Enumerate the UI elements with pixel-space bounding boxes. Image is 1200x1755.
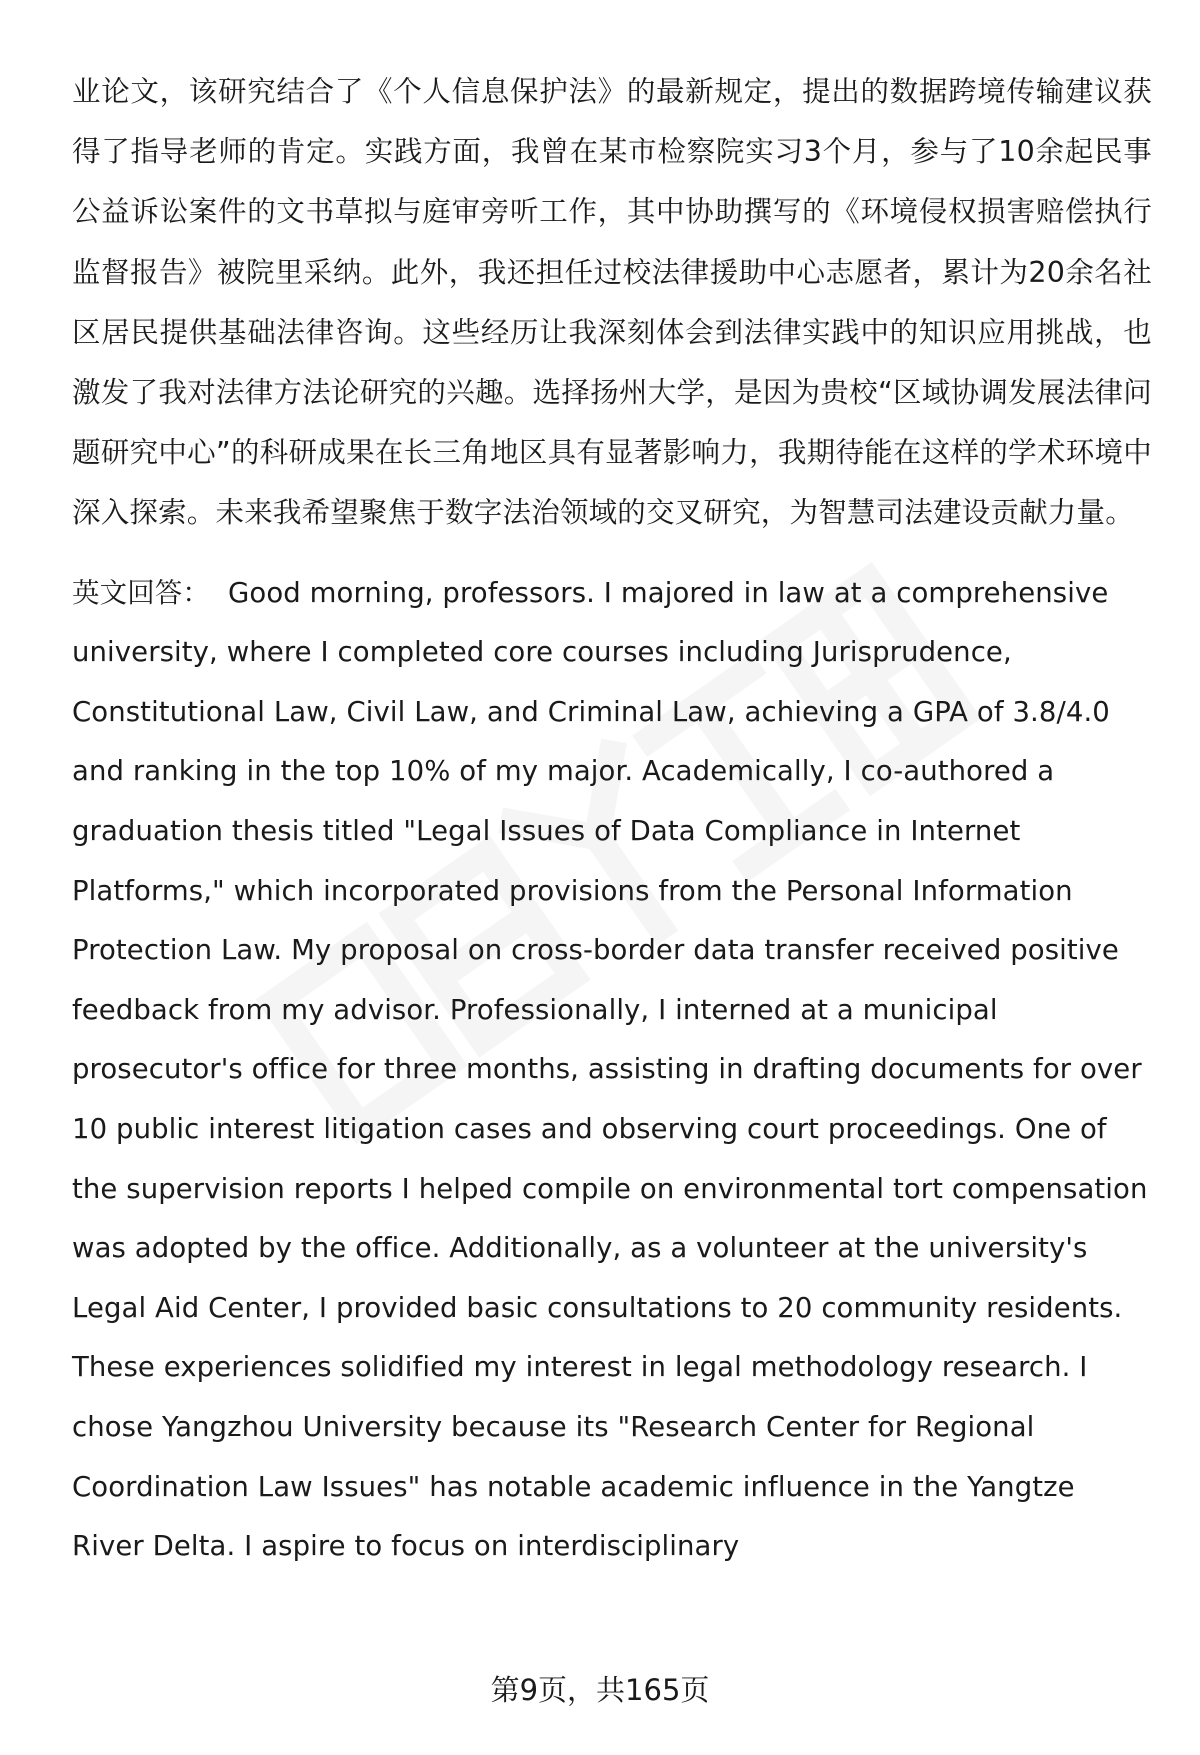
chinese-answer-paragraph: 业论文，该研究结合了《个人信息保护法》的最新规定，提出的数据跨境传输建议获得了指导老师的肯定。实践方面，我曾在某市检察院实习3个月，参与了10余起民事公益诉讼案件的文书草拟与庭审旁听工作，其中协助撰写的《环境侵权损害赔偿执行监督报告》被院里采纳。此外，我还担任过校法律援助中心志愿者，累计为20余名社区居民提供基础法律咨询。这些经历让我深刻体会到法律实践中的知识应用挑战，也激发了我对法律方法论研究的兴趣。选择扬州大学，是因为贵校“区域协调发展法律问题研究中心”的科研成果在长三角地区具有显著影响力，我期待能在这样的学术环境中深入探索。未来我希望聚焦于数字法治领域的交叉研究，为智慧司法建设贡献力量。 [72,75,1152,530]
english-answer-label: 英文回答： [72,576,210,609]
english-answer-paragraph [72,564,1152,1577]
english-answer-text: Good morning, professors. I majored in law at a comprehensive university, where I completed core courses including Jurisprudence, Constitutional Law, Civil Law, and Criminal Law, achieving a GPA of 3.8/4.0 and ranking in the top 10% of my major. Academically, I co-authored a graduation thesis titled "Legal Issues of Data Compliance in Internet Platforms," which incorporated provisions from the Personal Information Protection Law. My proposal on cross-border data transfer received positive feedback from my advisor. Professionally, I interned at a municipal prosecutor's office for three months, assisting in drafting documents for over 10 public interest litigation cases and observing court proceedings. One of the supervision reports I helped compile on environmental tort compensation was adopted by the office. Additionally, as a volunteer at the university's Legal Aid Center, I provided basic consultations to 20 community residents. These experiences solidified my interest in legal methodology research. I chose Yangzhou University because its "Research Center for Regional Coordination Law Issues" has notable academic influence in the Yangtze River Delta. I aspire to focus on interdisciplinary [72,576,1148,1563]
page-number-footer: 第9页，共165页 [490,1673,710,1707]
document-body [72,62,1152,1577]
